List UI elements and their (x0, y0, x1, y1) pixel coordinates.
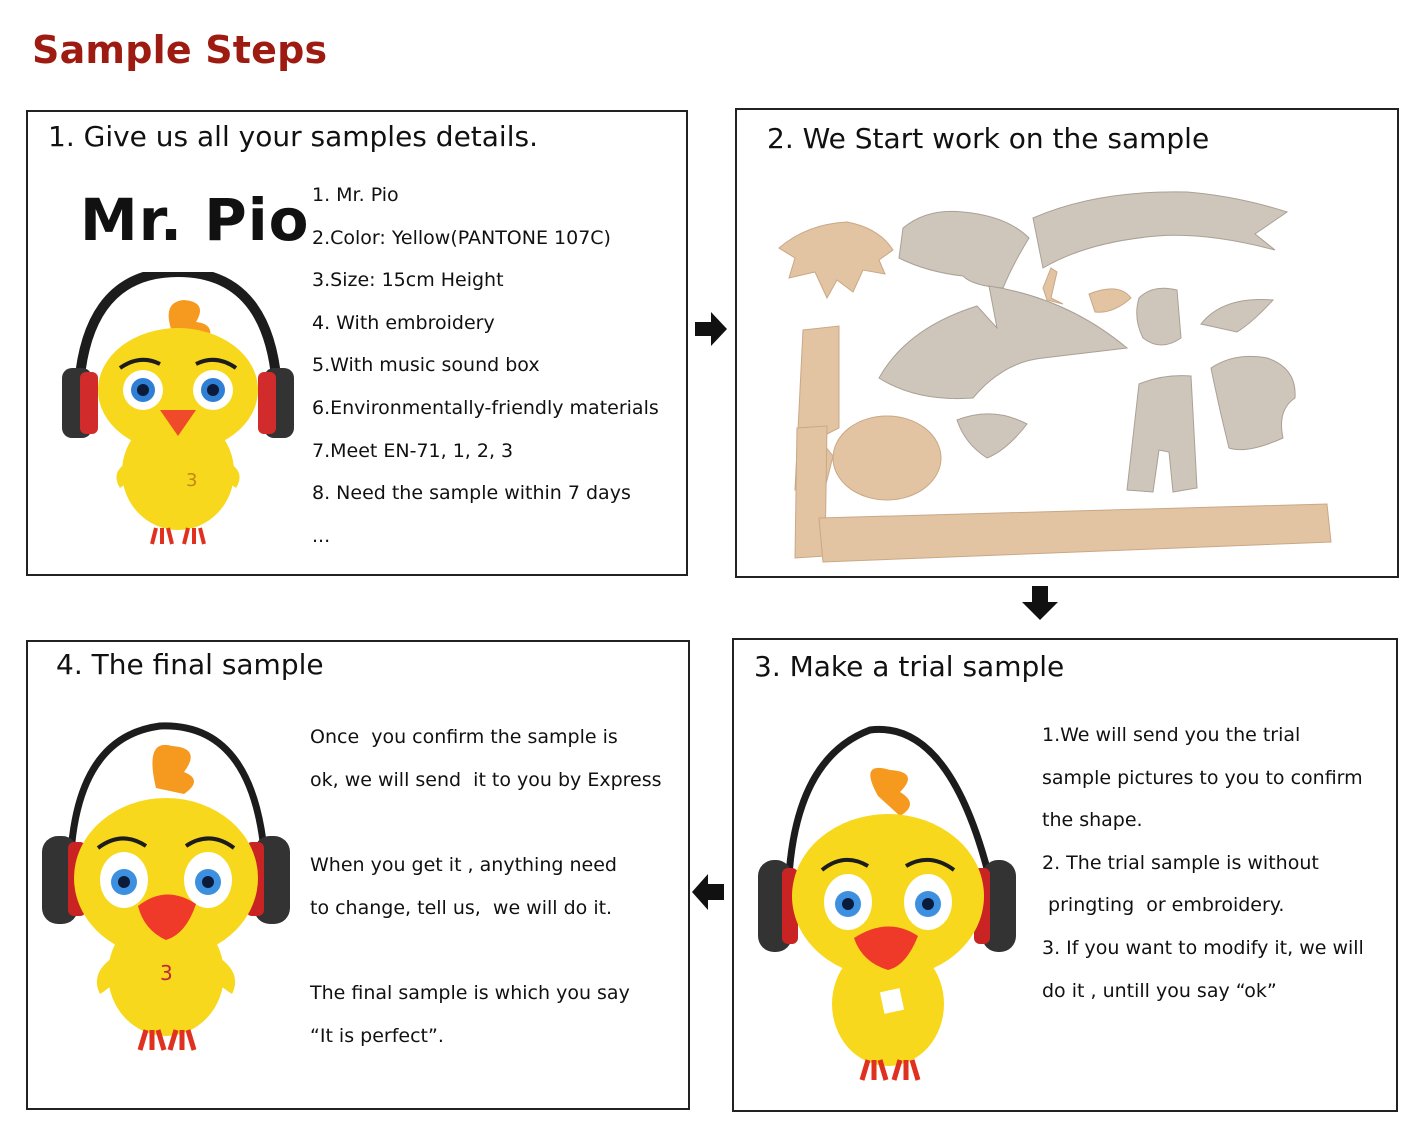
paper-patterns-photo (767, 188, 1367, 572)
trial-sample-notes (1042, 714, 1364, 1012)
list-item: ... (312, 524, 331, 547)
list-item: 2. The trial sample is without (1042, 851, 1319, 874)
step-4-title: 4. The final sample (56, 648, 324, 681)
list-item: pringting or embroidery. (1042, 894, 1285, 917)
list-item: 5.With music sound box (312, 354, 540, 377)
step-1-title: 1. Give us all your samples details. (48, 120, 538, 153)
sample-details-list (312, 174, 659, 557)
list-item: sample pictures to you to confirm (1042, 766, 1363, 789)
list-item: 3.Size: 15cm Height (312, 269, 504, 292)
list-item: the shape. (1042, 809, 1143, 832)
paragraph-line: The final sample is which you say (310, 982, 630, 1004)
final-sample-paragraph (310, 972, 630, 1057)
page-title: Sample Steps (32, 28, 328, 72)
final-sample-paragraph (310, 716, 662, 801)
paragraph-line: Once you confirm the sample is (310, 726, 618, 748)
arrow-right-icon (693, 310, 729, 348)
chick-design-illustration (58, 272, 298, 552)
list-item: 4. With embroidery (312, 311, 495, 334)
svg-text:3: 3 (186, 470, 198, 491)
trial-sample-photo (750, 720, 1020, 1090)
list-item: 7.Meet EN-71, 1, 2, 3 (312, 439, 514, 462)
arrow-down-icon (1020, 584, 1060, 622)
final-sample-photo (40, 718, 294, 1058)
list-item: do it , untill you say “ok” (1042, 979, 1277, 1002)
paragraph-line: to change, tell us, we will do it. (310, 896, 613, 919)
list-item: 2.Color: Yellow(PANTONE 107C) (312, 226, 611, 249)
step-3-title: 3. Make a trial sample (754, 650, 1065, 683)
arrow-left-icon (690, 872, 726, 912)
step-3-panel (732, 638, 1398, 1112)
list-item: 1.We will send you the trial (1042, 724, 1301, 746)
step-2-title: 2. We Start work on the sample (767, 122, 1210, 155)
svg-text:3: 3 (160, 961, 173, 985)
step-4-panel (26, 640, 690, 1110)
character-name: Mr. Pio (80, 186, 310, 254)
paragraph-line: ok, we will send it to you by Express (310, 768, 662, 791)
step-2-panel (735, 108, 1399, 578)
step-1-panel (26, 110, 688, 576)
list-item: 3. If you want to modify it, we will (1042, 936, 1364, 959)
list-item: 6.Environmentally-friendly materials (312, 396, 659, 419)
final-sample-paragraph (310, 844, 617, 929)
list-item: 8. Need the sample within 7 days (312, 482, 631, 505)
paragraph-line: When you get it , anything need (310, 854, 617, 876)
paragraph-line: “It is perfect”. (310, 1024, 444, 1047)
list-item: 1. Mr. Pio (312, 184, 399, 206)
